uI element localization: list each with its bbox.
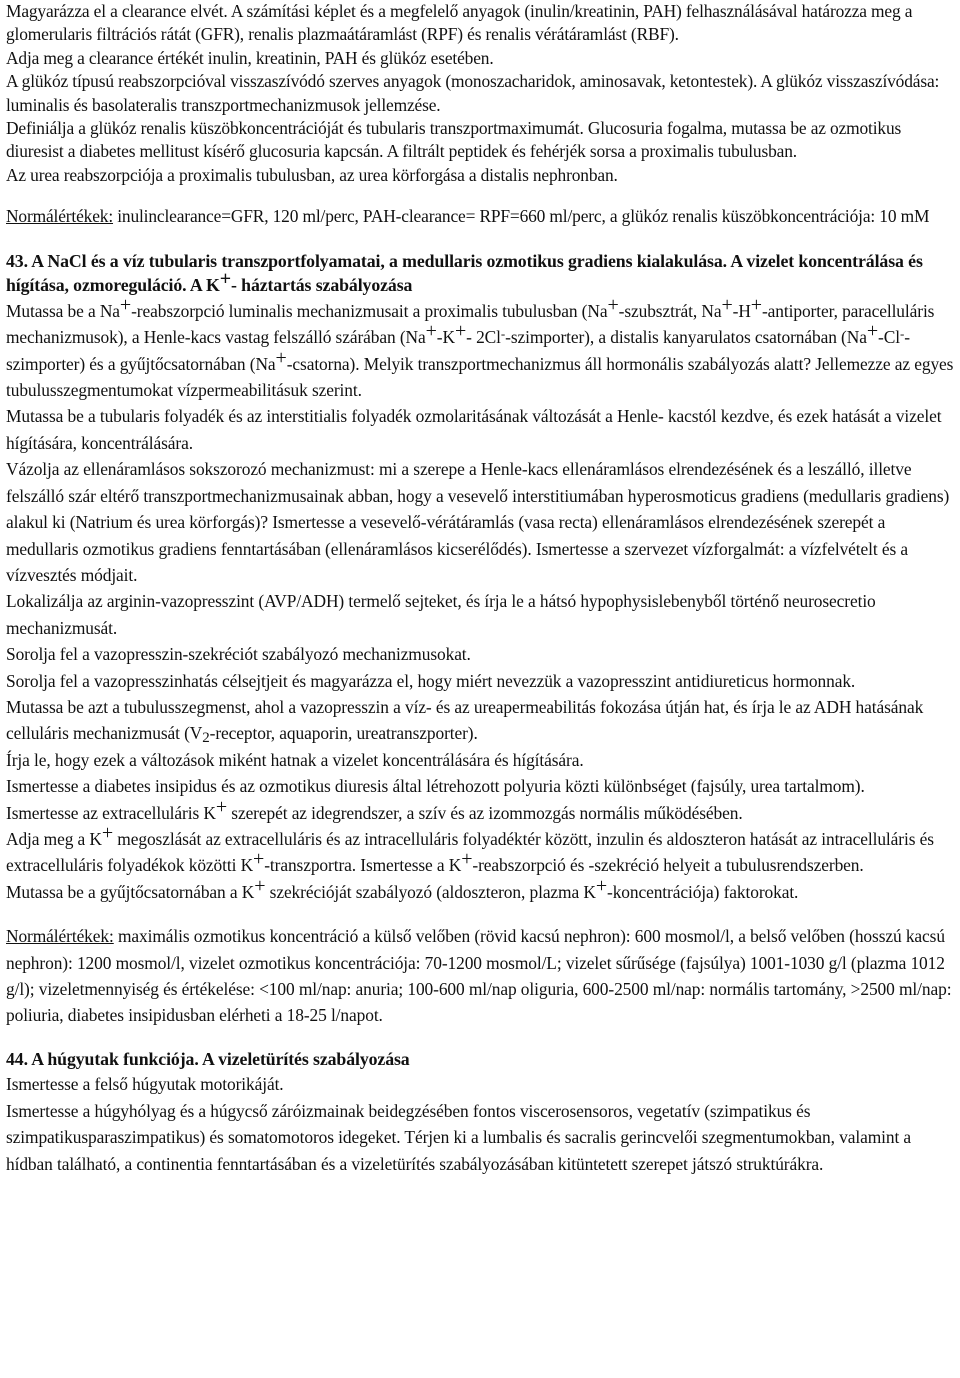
text-run: Mutassa be azt a tubulusszegmenst, ahol a vazopresszin a víz- és az ureapermeabilitás fokozása útján hat, és írja le az ADH hatásának celluláris mechanizmusát (V	[6, 696, 924, 744]
text-run: - 2Cl	[466, 327, 501, 348]
normal-values-paragraph	[6, 205, 956, 228]
superscript-plus: +	[215, 795, 228, 818]
paragraph-clearance-values: Adja meg a clearance értékét inulin, kreatinin, PAH és glükóz esetében.	[6, 47, 494, 68]
superscript-minus: -	[899, 326, 905, 342]
spacer	[6, 905, 956, 923]
text-run: Ismertesse az extracelluláris K	[6, 802, 216, 823]
text-run: -reabszorpció és -szekréció helyeit a tubulusrendszerben.	[472, 855, 864, 876]
superscript-plus: +	[101, 821, 114, 844]
spacer	[6, 187, 956, 205]
superscript-plus: +	[607, 293, 619, 316]
section-43-heading-text-end: - háztartás szabályozása	[231, 275, 413, 296]
paragraph-vasopressin-targets: Sorolja fel a vazopresszinhatás célsejtjeit és magyarázza el, hogy miért nevezzük a vazopresszint antidiureticus hormonnak.	[6, 670, 856, 691]
normal-values-1	[6, 205, 956, 228]
paragraph-clearance-principle: Magyarázza el a clearance elvét. A számítási képlet és a megfelelő anyagok (inulin/kreatinin, PAH) felhasználásával határozza meg a glomerularis filtrációs rátát (GFR), renalis plazmaátáramlást (RPF) és renalis vérátáramlást (RBF).	[6, 1, 913, 45]
paragraph-glucose-threshold: Definiálja a glükóz renalis küszöbkoncentrációját és tubularis transzportmaximumát. Glucosuria fogalma, mutassa be az ozmotikus diuresist a diabetes mellitust kísérő glucosuria kapcsán. A filtrált peptidek és fehérjék sorsa a proximalis tubulusban.	[6, 118, 902, 162]
spacer	[6, 229, 956, 249]
paragraph-k-secretion	[6, 874, 956, 905]
superscript-plus: +	[750, 293, 762, 316]
superscript-minus: -	[500, 326, 506, 342]
superscript-plus: +	[219, 268, 231, 291]
paragraph-bladder-innervation: Ismertesse a húgyhólyag és a húgycső záróizmainak beidegzésében fontos viscerosensoros, vegetatív (szimpatikus és szimpatikusparaszimpatikus) és somatomotoros idegeket. Térjen ki a lumbalis és sacralis gerincvelői szegmentumokban, valamint a hídban található, a continentia fenntartásában és a vizeletürítés szabályozásában kitüntetett szerepet játszó struktúrákra.	[6, 1100, 912, 1174]
normal-values-2	[6, 923, 956, 1029]
superscript-plus: +	[275, 346, 287, 369]
superscript-plus: +	[866, 320, 879, 343]
superscript-plus: +	[595, 874, 607, 897]
text-run: Mutassa be a gyűjtőcsatornában a K	[6, 881, 255, 902]
paragraph-osmolarity: Mutassa be a tubularis folyadék és az interstitialis folyadék ozmolaritásának változását a Henle- kacstól kezdve, és ezek hatását a vizelet hígítására, koncentrálására.	[6, 406, 942, 453]
text-run: -H	[732, 300, 751, 321]
text-run: -koncentrációja) faktorokat.	[607, 881, 799, 902]
superscript-plus: +	[461, 848, 473, 871]
paragraph-avp-localization: Lokalizálja az arginin-vazopresszint (AVP/ADH) termelő sejteket, és írja le a hátsó hypophysislebenyből történő neurosecretio mechanizmusát.	[6, 591, 876, 638]
normal-values-label: Normálértékek:	[6, 206, 114, 227]
text-run: -szimporter) és a gyűjtőcsatornában (Na	[6, 327, 910, 374]
text-run: szekrécióját szabályozó (aldoszteron, plazma K	[265, 881, 596, 902]
text-run: -reabszorpció luminalis mechanizmusait a proximalis tubulusban (Na	[131, 300, 608, 321]
clearance-section	[6, 0, 956, 187]
paragraph-k-distribution	[6, 821, 956, 879]
paragraph-vasopressin-regulation: Sorolja fel a vazopresszin-szekréciót szabályozó mechanizmusokat.	[6, 644, 471, 665]
normal-values-paragraph	[6, 923, 956, 1029]
section-44-body	[6, 1071, 956, 1177]
superscript-plus: +	[119, 293, 132, 316]
normal-values-text: maximális ozmotikus koncentráció a külső velőben (rövid kacsú nephron): 600 mosmol/l, a belső velőben (hosszú kacsú nephron): 1200 mosmol/l, vizelet ozmotikus koncentrációja: 70-1200 mosmol/L; vizelet sűrűsége (fajsúlya) 1001-1030 g/l (plazma 1012 g/l); vizeletmennyiség és értékelése: <100 ml/nap: anuria; 100-600 ml/nap oliguria, 600-2500 ml/nap: normális tartomány, >2500 ml/nap: poliuria, diabetes insipidusban elérheti a 18-25 l/napot.	[6, 926, 952, 1026]
section-44-heading: 44. A húgyutak funkciója. A vizeletürítés szabályozása	[6, 1048, 410, 1069]
normal-values-text: inulinclearance=GFR, 120 ml/perc, PAH-clearance= RPF=660 ml/perc, a glükóz renalis küszöbkoncentrációja: 10 mM	[113, 206, 930, 227]
spacer	[6, 1029, 956, 1047]
paragraph-countercurrent: Vázolja az ellenáramlásos sokszorozó mechanizmust: mi a szerepe a Henle-kacs ellenáramlásos elrendezésének és a leszálló, illetve felszálló szár eltérő transzportmechanizmusainak abban, hogy a vesevelő interstitiumában hyperosmoticus gradiens (medullaris gradiens) alakul ki (Natrium és urea körforgás)? Ismertesse a vesevelő-vérátáramlás (vasa recta) ellenáramlásos elrendezésének szerepét a medullaris ozmotikus gradiens fenntartásában (ellenáramlásos kicserélődés). Ismertesse a szervezet vízforgalmát: a vízfelvételt és a vízvesztés módjait.	[6, 459, 950, 585]
text-run: Adja meg a K	[6, 828, 102, 849]
text-run: -receptor, aquaporin, ureatranszporter).	[209, 723, 478, 744]
subscript-2: 2	[202, 730, 210, 747]
section-43-heading	[6, 249, 956, 298]
superscript-plus: +	[454, 320, 467, 343]
superscript-plus: +	[721, 293, 733, 316]
paragraph-diabetes-insipidus: Ismertesse a diabetes insipidus és az ozmotikus diuresis által létrehozott polyuria közti különbséget (fajsúly, urea tartalmom).	[6, 776, 865, 797]
paragraph-na-reabsorption	[6, 293, 956, 404]
paragraph-extracellular-k	[6, 795, 956, 826]
text-run: megoszlását az extracelluláris és az intracelluláris folyadéktér között, inzulin és aldoszteron hatását az intracelluláris és extracelluláris folyadékok közötti K	[6, 828, 934, 876]
paragraph-urea: Az urea reabszorpciója a proximalis tubulusban, az urea körforgása a distalis nephronban.	[6, 164, 618, 185]
text-run: Mutassa be a Na	[6, 300, 120, 321]
section-43-body	[6, 403, 956, 905]
paragraph-upper-urinary-tract: Ismertesse a felső húgyutak motorikáját.	[6, 1074, 284, 1095]
text-run: -csatorna). Melyik transzportmechanizmus áll hormonális szabályozás alatt? Jellemezze az egyes tubulusszegmentumokat vízpermeabilitásuk szerint.	[6, 353, 954, 401]
superscript-plus: +	[254, 874, 266, 897]
text-run: -szimporter), a distalis kanyarulatos csatornában (Na	[505, 327, 867, 348]
paragraph-adh-mechanism	[6, 694, 956, 747]
section-43-heading-text: 43. A NaCl és a víz tubularis transzportfolyamatai, a medullaris ozmotikus gradiens kialakulása. A vizelet koncentrálása és hígítása, ozmoreguláció. A K	[6, 250, 923, 296]
text-run: szerepét az idegrendszer, a szív és az izommozgás normális működésében.	[227, 802, 743, 823]
text-run: -antiporter, paracelluláris mechanizmusok), a Henle-kacs vastag felszálló szárában (Na	[6, 300, 935, 348]
text-run: -szubsztrát, Na	[618, 300, 722, 321]
superscript-plus: +	[425, 320, 437, 343]
normal-values-label: Normálértékek:	[6, 926, 114, 947]
text-run: -transzportra. Ismertesse a K	[264, 855, 462, 876]
paragraph-concentration-effects: Írja le, hogy ezek a változások miként hatnak a vizelet koncentrálására és hígítására.	[6, 749, 584, 770]
paragraph-glucose-reabsorption: A glükóz típusú reabszorpcióval visszaszívódó szerves anyagok (monoszacharidok, aminosavak, ketontestek). A glükóz visszaszívódása: luminalis és basolateralis transzportmechanizmusok jellemzése.	[6, 71, 940, 115]
text-run: -Cl	[878, 327, 900, 348]
superscript-plus: +	[253, 848, 265, 871]
text-run: -K	[436, 327, 455, 348]
